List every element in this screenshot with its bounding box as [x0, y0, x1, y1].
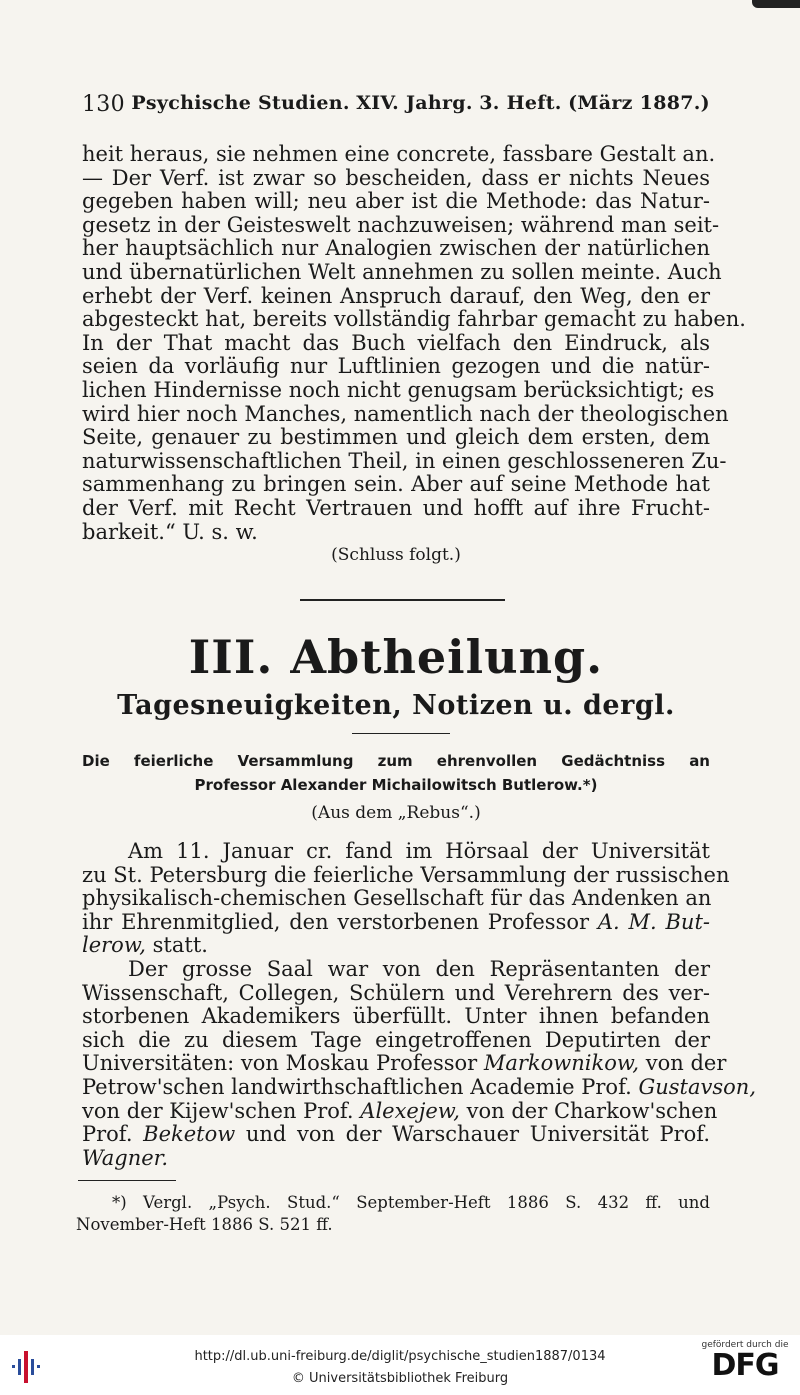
- to-be-continued: (Schluss folgt.): [331, 545, 461, 565]
- issue: 3. Heft.: [479, 92, 562, 114]
- text-segment: Petrow'schen landwirthschaftlichen Academie Prof.: [82, 1074, 632, 1099]
- dfg-funded-by: gefördert durch die: [701, 1340, 789, 1350]
- short-divider: [352, 733, 450, 734]
- text-line: [82, 1051, 727, 1076]
- text-segment: von der Charkow'schen: [466, 1098, 718, 1123]
- text-line: physikalisch-chemischen Gesellschaft für das Andenken an: [82, 886, 712, 911]
- text-line: sammenhang zu bringen sein. Aber auf seine Methode hat: [82, 472, 710, 497]
- volume: XIV. Jahrg.: [356, 92, 473, 114]
- text-line: gesetz in der Geisteswelt nachzuweisen; während man seit-: [82, 212, 720, 237]
- text-line: Wissenschaft, Collegen, Schülern und Verehrern des ver-: [82, 980, 710, 1005]
- text-line: seien da vorläufig nur Luftlinien gezogen und die natür-: [82, 354, 710, 379]
- article-title: [82, 749, 710, 797]
- text-segment: und von der Warschauer Universität Prof.: [245, 1122, 711, 1147]
- name-italic: Wagner.: [82, 1145, 169, 1170]
- text-segment: Universitäten: von Moskau Professor: [82, 1051, 478, 1076]
- dfg-wordmark: DFG: [711, 1348, 779, 1383]
- article-title-line: Die feierliche Versammlung zum ehrenvollen Gedächtniss an: [82, 752, 710, 770]
- text-line: Am 11. Januar cr. fand im Hörsaal der Universität: [128, 839, 710, 863]
- text-line: [82, 1123, 710, 1147]
- text-line: zu St. Petersburg die feierliche Versammlung der russischen: [82, 862, 730, 887]
- text-segment: von der: [645, 1051, 727, 1076]
- text-line: [82, 911, 710, 935]
- viewer-footer: [0, 1335, 800, 1395]
- page-number: 130: [82, 92, 125, 117]
- footnote-line: *) Vergl. „Psych. Stud.“ September-Heft 1886 S. 432 ff. und: [112, 1193, 710, 1212]
- issue-date: (März 1887.): [568, 92, 710, 114]
- text-line: erhebt der Verf. keinen Anspruch darauf, den Weg, den er: [82, 283, 710, 308]
- name-italic: Markownikow,: [483, 1051, 640, 1076]
- permalink-url[interactable]: http://dl.ub.uni-freiburg.de/diglit/psychische_studien1887/0134: [194, 1349, 606, 1364]
- running-header: [82, 92, 710, 117]
- text-line: her hauptsächlich nur Analogien zwischen der natürlichen: [82, 236, 710, 261]
- footnote-rule: [78, 1180, 176, 1181]
- text-line: Seite, genauer zu bestimmen und gleich dem ersten, dem: [82, 425, 710, 450]
- text-line: [82, 934, 710, 958]
- name-italic: Alexejew,: [360, 1098, 460, 1123]
- name-italic: Beketow: [143, 1122, 236, 1147]
- article-source: (Aus dem „Rebus“.): [311, 803, 481, 823]
- article-title-line: Professor Alexander Michailowitsch Butlerow.*): [194, 776, 598, 794]
- footnote-line: November-Heft 1886 S. 521 ff.: [76, 1215, 333, 1234]
- text-line: sich die zu diesem Tage eingetroffenen Deputirten der: [82, 1027, 710, 1052]
- text-line: der Verf. mit Recht Vertrauen und hofft auf ihre Frucht-: [82, 495, 710, 520]
- text-line: storbenen Akademikers überfüllt. Unter ihnen befanden: [82, 1004, 710, 1029]
- review-continuation: [82, 142, 746, 544]
- part-subtitle: Tagesneuigkeiten, Notizen u. dergl.: [117, 690, 675, 721]
- text-line: abgesteckt hat, bereits vollständig fahrbar gemacht zu haben.: [82, 307, 746, 332]
- name-italic: lerow,: [82, 933, 146, 958]
- text-segment: von der Kijew'schen Prof.: [82, 1098, 354, 1123]
- text-segment: statt.: [145, 933, 208, 958]
- text-line: Der grosse Saal war von den Repräsentanten der: [128, 956, 710, 981]
- copyright-notice: © Universitätsbibliothek Freiburg: [291, 1371, 509, 1386]
- text-line: barkeit.“ U. s. w.: [82, 519, 258, 544]
- text-line: [82, 1074, 756, 1100]
- journal-name: Psychische Studien.: [131, 92, 350, 114]
- text-line: [82, 1098, 718, 1124]
- dfg-logo: [700, 1340, 790, 1382]
- footnote: [76, 1192, 710, 1236]
- text-line: wird hier noch Manches, namentlich nach der theologischen: [82, 401, 729, 426]
- article-body: [82, 839, 756, 1170]
- text-line: und übernatürlichen Welt annehmen zu sollen meinte. Auch: [82, 259, 722, 284]
- section-divider: [300, 599, 505, 601]
- text-segment: Prof.: [82, 1122, 133, 1147]
- text-line: gegeben haben will; neu aber ist die Methode: das Natur-: [82, 189, 710, 214]
- text-line: heit heraus, sie nehmen eine concrete, fassbare Gestalt an.: [82, 142, 716, 166]
- text-line: — Der Verf. ist zwar so bescheiden, dass er nichts Neues: [82, 165, 710, 190]
- text-line: In der That macht das Buch vielfach den Eindruck, als: [82, 330, 710, 355]
- text-line: naturwissenschaftlichen Theil, in einen geschlosseneren Zu-: [82, 448, 727, 473]
- part-title: III. Abtheilung.: [188, 630, 604, 684]
- text-line: lichen Hindernisse noch nicht genugsam berücksichtigt; es: [82, 377, 715, 402]
- name-italic: A. M. But-: [597, 909, 710, 934]
- name-italic: Gustavson,: [638, 1074, 756, 1099]
- text-line: [82, 1147, 710, 1171]
- scan-corner-mark: [752, 0, 800, 8]
- text-segment: ihr Ehrenmitglied, den verstorbenen Professor: [82, 909, 590, 934]
